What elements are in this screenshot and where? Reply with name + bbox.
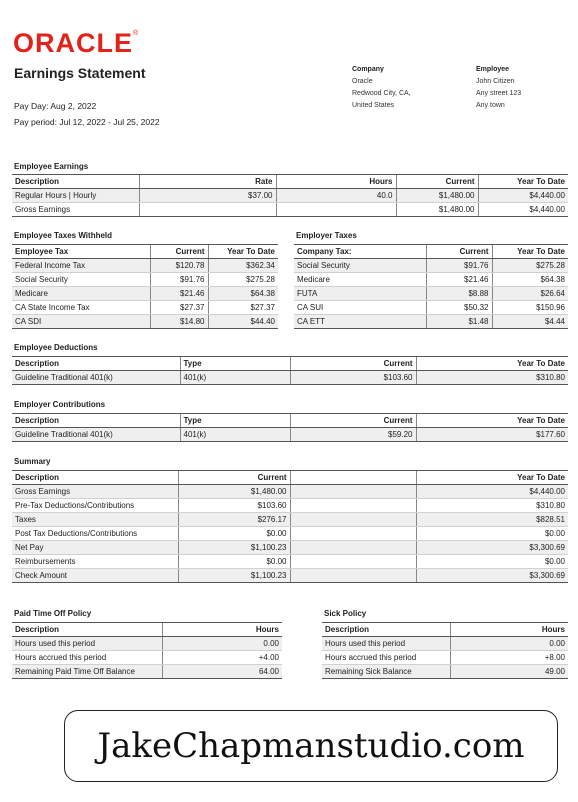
table-row bbox=[12, 189, 568, 203]
table-header-row bbox=[12, 175, 568, 189]
column-header: Hours bbox=[162, 623, 282, 637]
table-cell: $59.20 bbox=[290, 428, 416, 442]
table-cell: 401(k) bbox=[180, 371, 290, 385]
table-row bbox=[12, 665, 282, 679]
table-cell: Remaining Paid Time Off Balance bbox=[12, 665, 162, 679]
table-cell: CA SDI bbox=[12, 315, 150, 329]
column-header: Year To Date bbox=[416, 357, 568, 371]
table-cell: $3,300.69 bbox=[416, 541, 568, 555]
employee-address bbox=[476, 64, 521, 112]
table-cell: +4.00 bbox=[162, 651, 282, 665]
pto-policy-table bbox=[12, 622, 282, 679]
spacer-cell bbox=[290, 499, 416, 513]
table-cell: Medicare bbox=[294, 273, 426, 287]
table-row bbox=[12, 569, 568, 583]
company-line: Oracle bbox=[352, 78, 373, 85]
table-cell: $0.00 bbox=[178, 555, 290, 569]
table-cell: $21.46 bbox=[150, 287, 208, 301]
column-header: Current bbox=[290, 414, 416, 428]
column-header: Year To Date bbox=[416, 414, 568, 428]
table-cell: CA ETT bbox=[294, 315, 426, 329]
table-cell: $1,100.23 bbox=[178, 541, 290, 555]
table-cell: FUTA bbox=[294, 287, 426, 301]
spacer-cell bbox=[290, 527, 416, 541]
spacer-cell bbox=[290, 541, 416, 555]
table-row bbox=[294, 301, 568, 315]
column-header: Year To Date bbox=[478, 175, 568, 189]
table-cell: $91.76 bbox=[426, 259, 492, 273]
spacer-cell bbox=[290, 555, 416, 569]
watermark-banner bbox=[64, 710, 558, 782]
table-row bbox=[294, 287, 568, 301]
table-row bbox=[12, 287, 278, 301]
column-header: Current bbox=[150, 245, 208, 259]
employee-line: John Citizen bbox=[476, 78, 515, 85]
table-cell: 40.0 bbox=[276, 189, 396, 203]
table-cell: $4,440.00 bbox=[478, 189, 568, 203]
table-cell: Social Security bbox=[294, 259, 426, 273]
column-header: Employee Tax bbox=[12, 245, 150, 259]
section-title-employee-taxes: Employee Taxes Withheld bbox=[14, 231, 113, 240]
column-header: Year To Date bbox=[416, 471, 568, 485]
employee-line: Any town bbox=[476, 102, 505, 109]
table-header-row bbox=[12, 245, 278, 259]
section-title-pto-policy: Paid Time Off Policy bbox=[14, 609, 92, 618]
table-row bbox=[12, 513, 568, 527]
employee-earnings-table bbox=[12, 174, 568, 217]
table-cell: $0.00 bbox=[416, 527, 568, 541]
table-header-row bbox=[12, 357, 568, 371]
section-title-employee-deductions: Employee Deductions bbox=[14, 343, 98, 352]
oracle-logo: ORACLE® bbox=[13, 28, 139, 58]
table-cell: $26.64 bbox=[492, 287, 568, 301]
table-row bbox=[12, 203, 568, 217]
column-header: Hours bbox=[450, 623, 568, 637]
employer-contributions-table bbox=[12, 413, 568, 442]
spacer-cell bbox=[290, 485, 416, 499]
table-cell: $64.38 bbox=[208, 287, 278, 301]
table-row bbox=[322, 651, 568, 665]
column-header: Description bbox=[322, 623, 450, 637]
column-header: Current bbox=[290, 357, 416, 371]
table-cell: $103.60 bbox=[178, 499, 290, 513]
table-cell: 0.00 bbox=[450, 637, 568, 651]
employee-taxes-table bbox=[12, 244, 278, 329]
table-cell: $3,300.69 bbox=[416, 569, 568, 583]
table-cell: Hours used this period bbox=[322, 637, 450, 651]
column-header: Rate bbox=[139, 175, 276, 189]
table-cell: 49.00 bbox=[450, 665, 568, 679]
employee-heading: Employee bbox=[476, 66, 510, 73]
section-title-summary: Summary bbox=[14, 457, 51, 466]
table-cell: $362.34 bbox=[208, 259, 278, 273]
table-header-row bbox=[12, 623, 282, 637]
table-cell: Hours used this period bbox=[12, 637, 162, 651]
table-cell: $27.37 bbox=[208, 301, 278, 315]
table-cell: $1,480.00 bbox=[396, 203, 478, 217]
table-cell: $27.37 bbox=[150, 301, 208, 315]
table-row bbox=[12, 499, 568, 513]
table-cell: CA State Income Tax bbox=[12, 301, 150, 315]
table-cell: $64.38 bbox=[492, 273, 568, 287]
table-cell: Medicare bbox=[12, 287, 150, 301]
table-row bbox=[294, 273, 568, 287]
table-cell: $275.28 bbox=[492, 259, 568, 273]
table-cell: $177.60 bbox=[416, 428, 568, 442]
table-cell bbox=[139, 203, 276, 217]
table-row bbox=[12, 527, 568, 541]
column-header: Current bbox=[178, 471, 290, 485]
table-cell: Remaining Sick Balance bbox=[322, 665, 450, 679]
table-cell: 401(k) bbox=[180, 428, 290, 442]
table-cell: Gross Earnings bbox=[12, 203, 139, 217]
table-cell: $1,480.00 bbox=[396, 189, 478, 203]
table-cell: Gross Earnings bbox=[12, 485, 178, 499]
table-cell: Pre-Tax Deductions/Contributions bbox=[12, 499, 178, 513]
table-cell: 64.00 bbox=[162, 665, 282, 679]
table-row bbox=[12, 637, 282, 651]
column-header: Description bbox=[12, 414, 180, 428]
table-cell: $0.00 bbox=[178, 527, 290, 541]
section-title-sick-policy: Sick Policy bbox=[324, 609, 367, 618]
table-cell: $4,440.00 bbox=[478, 203, 568, 217]
summary-table bbox=[12, 470, 568, 583]
table-row bbox=[12, 315, 278, 329]
table-cell: Federal Income Tax bbox=[12, 259, 150, 273]
spacer-cell bbox=[290, 513, 416, 527]
column-header: Description bbox=[12, 175, 139, 189]
sick-policy-table bbox=[322, 622, 568, 679]
table-cell: $50.32 bbox=[426, 301, 492, 315]
column-header: Description bbox=[12, 357, 180, 371]
table-cell: $1,100.23 bbox=[178, 569, 290, 583]
employer-taxes-table bbox=[294, 244, 568, 329]
employee-line: Any street 123 bbox=[476, 90, 522, 97]
table-cell: Net Pay bbox=[12, 541, 178, 555]
table-cell: Taxes bbox=[12, 513, 178, 527]
table-header-row bbox=[322, 623, 568, 637]
table-cell: $8.88 bbox=[426, 287, 492, 301]
table-header-row bbox=[12, 414, 568, 428]
table-cell: $828.51 bbox=[416, 513, 568, 527]
table-cell: 0.00 bbox=[162, 637, 282, 651]
table-cell: $120.78 bbox=[150, 259, 208, 273]
table-cell: $310.80 bbox=[416, 499, 568, 513]
spacer-cell bbox=[290, 569, 416, 583]
table-cell: Regular Hours | Hourly bbox=[12, 189, 139, 203]
column-header: Current bbox=[396, 175, 478, 189]
column-header: Company Tax: bbox=[294, 245, 426, 259]
table-cell: $0.00 bbox=[416, 555, 568, 569]
table-cell: $103.60 bbox=[290, 371, 416, 385]
table-cell: $1.48 bbox=[426, 315, 492, 329]
pay-day: Pay Day: Aug 2, 2022 bbox=[14, 101, 97, 111]
table-header-row bbox=[12, 471, 568, 485]
table-cell: Guideline Traditional 401(k) bbox=[12, 371, 180, 385]
table-row bbox=[12, 371, 568, 385]
table-row bbox=[294, 259, 568, 273]
table-cell: $1,480.00 bbox=[178, 485, 290, 499]
table-cell: Hours accrued this period bbox=[322, 651, 450, 665]
table-row bbox=[12, 259, 278, 273]
column-header: Hours bbox=[276, 175, 396, 189]
column-header: Type bbox=[180, 414, 290, 428]
table-cell: $4,440.00 bbox=[416, 485, 568, 499]
table-row bbox=[294, 315, 568, 329]
column-header: Type bbox=[180, 357, 290, 371]
table-cell: $275.28 bbox=[208, 273, 278, 287]
document-title: Earnings Statement bbox=[14, 65, 146, 81]
table-cell: Reimbursements bbox=[12, 555, 178, 569]
table-cell: Post Tax Deductions/Contributions bbox=[12, 527, 178, 541]
company-address bbox=[352, 64, 411, 112]
column-header: Current bbox=[426, 245, 492, 259]
column-header-spacer bbox=[290, 471, 416, 485]
table-row bbox=[12, 541, 568, 555]
table-cell: Guideline Traditional 401(k) bbox=[12, 428, 180, 442]
table-cell: Check Amount bbox=[12, 569, 178, 583]
table-row bbox=[12, 428, 568, 442]
section-title-employer-contributions: Employer Contributions bbox=[14, 400, 106, 409]
table-row bbox=[12, 651, 282, 665]
column-header: Description bbox=[12, 471, 178, 485]
table-cell: $37.00 bbox=[139, 189, 276, 203]
table-cell: $310.80 bbox=[416, 371, 568, 385]
table-cell: $14.80 bbox=[150, 315, 208, 329]
table-cell bbox=[276, 203, 396, 217]
column-header: Year To Date bbox=[208, 245, 278, 259]
column-header: Year To Date bbox=[492, 245, 568, 259]
table-cell: Social Security bbox=[12, 273, 150, 287]
table-row bbox=[322, 637, 568, 651]
section-title-employee-earnings: Employee Earnings bbox=[14, 162, 89, 171]
table-cell: Hours accrued this period bbox=[12, 651, 162, 665]
column-header: Description bbox=[12, 623, 162, 637]
table-row bbox=[322, 665, 568, 679]
company-line: United States bbox=[352, 102, 395, 109]
watermark-text: JakeChapmanstudio.com bbox=[97, 726, 525, 766]
table-cell: $91.76 bbox=[150, 273, 208, 287]
table-row bbox=[12, 273, 278, 287]
table-cell: +8.00 bbox=[450, 651, 568, 665]
table-row bbox=[12, 555, 568, 569]
table-cell: $276.17 bbox=[178, 513, 290, 527]
company-heading: Company bbox=[352, 66, 384, 73]
company-line: Redwood City, CA, bbox=[352, 90, 411, 97]
pay-period: Pay period: Jul 12, 2022 - Jul 25, 2022 bbox=[14, 117, 160, 127]
table-row bbox=[12, 301, 278, 315]
employee-deductions-table bbox=[12, 356, 568, 385]
section-title-employer-taxes: Employer Taxes bbox=[296, 231, 357, 240]
table-cell: $4.44 bbox=[492, 315, 568, 329]
table-cell: $150.96 bbox=[492, 301, 568, 315]
table-cell: $44.40 bbox=[208, 315, 278, 329]
table-cell: $21.46 bbox=[426, 273, 492, 287]
table-cell: CA SUI bbox=[294, 301, 426, 315]
table-header-row bbox=[294, 245, 568, 259]
table-row bbox=[12, 485, 568, 499]
